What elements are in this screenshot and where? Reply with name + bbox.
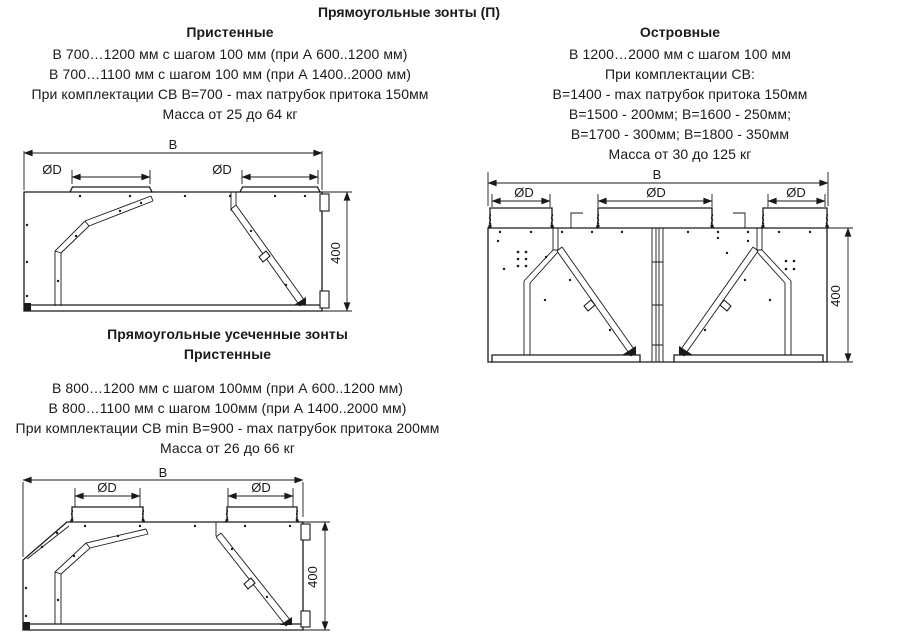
section-truncated-specs bbox=[0, 324, 455, 458]
dimension-port-left bbox=[42, 162, 150, 184]
baffle-left bbox=[55, 529, 148, 624]
spec-line: При комплектации СВ В=700 - max патрубок притока 150мм bbox=[31, 86, 429, 102]
dim-label-od: ØD bbox=[97, 480, 117, 495]
spec-line: Масса от 26 до 66 кг bbox=[159, 440, 296, 456]
hood-body bbox=[24, 187, 329, 311]
page-title: Прямоугольные зонты (П) bbox=[317, 4, 501, 20]
dimension-width bbox=[23, 465, 303, 557]
dimension-height bbox=[827, 228, 853, 362]
dim-label-b: В bbox=[158, 465, 168, 480]
dim-label-od: ØD bbox=[646, 185, 666, 200]
dim-label-od: ØD bbox=[42, 162, 62, 177]
spec-line: В 1200…2000 мм с шагом 100 мм bbox=[569, 46, 791, 62]
section-island-heading: Островные bbox=[639, 24, 721, 40]
island-hood-drawing bbox=[468, 162, 868, 370]
baffle-left bbox=[55, 196, 153, 306]
baffle-right bbox=[216, 522, 292, 626]
wall-hood-drawing bbox=[0, 138, 360, 324]
section-island-specs bbox=[500, 22, 860, 164]
truncated-hood-drawing bbox=[0, 465, 345, 636]
rivet-dots bbox=[497, 231, 811, 331]
dim-label-od: ØD bbox=[212, 162, 232, 177]
port-collars bbox=[488, 208, 829, 228]
baffles-left-half bbox=[524, 228, 636, 356]
dim-label-od: ØD bbox=[514, 185, 534, 200]
dim-label-400: 400 bbox=[328, 242, 343, 264]
spec-line: При комплектации СВ: bbox=[605, 66, 755, 82]
dimension-port-right bbox=[212, 162, 318, 184]
dimension-port-right bbox=[228, 480, 293, 507]
section-wall-heading: Пристенные bbox=[186, 24, 274, 40]
spec-line: В 800…1100 мм с шагом 100мм (при А 1400..2000 мм) bbox=[48, 400, 407, 416]
dim-label-b: B bbox=[168, 138, 178, 152]
baffles-right-half bbox=[679, 228, 791, 356]
spec-line: В 700…1200 мм с шагом 100 мм (при А 600..1200 мм) bbox=[52, 46, 408, 62]
section-truncated-subheading: Пристенные bbox=[183, 346, 272, 362]
spec-line: Масса от 30 до 125 кг bbox=[608, 146, 752, 162]
baffle-right bbox=[231, 192, 306, 306]
spec-line: В=1700 - 300мм; В=1800 - 350мм bbox=[570, 126, 790, 142]
hood-body bbox=[488, 228, 827, 362]
spec-line: В=1400 - max патрубок притока 150мм bbox=[552, 86, 808, 102]
spec-line: В=1500 - 200мм; В=1600 - 250мм; bbox=[568, 106, 792, 122]
dimension-port-right bbox=[768, 185, 825, 207]
spec-line: В 700…1100 мм с шагом 100 мм (при А 1400..2000 мм) bbox=[49, 66, 411, 82]
hood-body bbox=[23, 507, 310, 630]
dimension-port-left bbox=[492, 185, 550, 207]
dim-label-400: 400 bbox=[305, 566, 320, 588]
dim-label-400: 400 bbox=[828, 285, 843, 307]
section-wall-specs bbox=[0, 22, 460, 124]
spec-line: Масса от 25 до 64 кг bbox=[162, 106, 298, 122]
spec-line: При комплектации СВ min В=900 - max патрубок притока 200мм bbox=[15, 420, 440, 436]
dim-label-od: ØD bbox=[786, 185, 806, 200]
dim-label-od: ØD bbox=[251, 480, 271, 495]
dimension-port-center bbox=[598, 185, 712, 207]
dim-label-b: В bbox=[652, 167, 662, 182]
spec-line: В 800…1200 мм с шагом 100мм (при А 600..1200 мм) bbox=[51, 380, 404, 396]
dimension-width bbox=[24, 138, 322, 190]
section-truncated-heading: Прямоугольные усеченные зонты bbox=[107, 326, 348, 342]
dimension-port-left bbox=[75, 480, 140, 507]
